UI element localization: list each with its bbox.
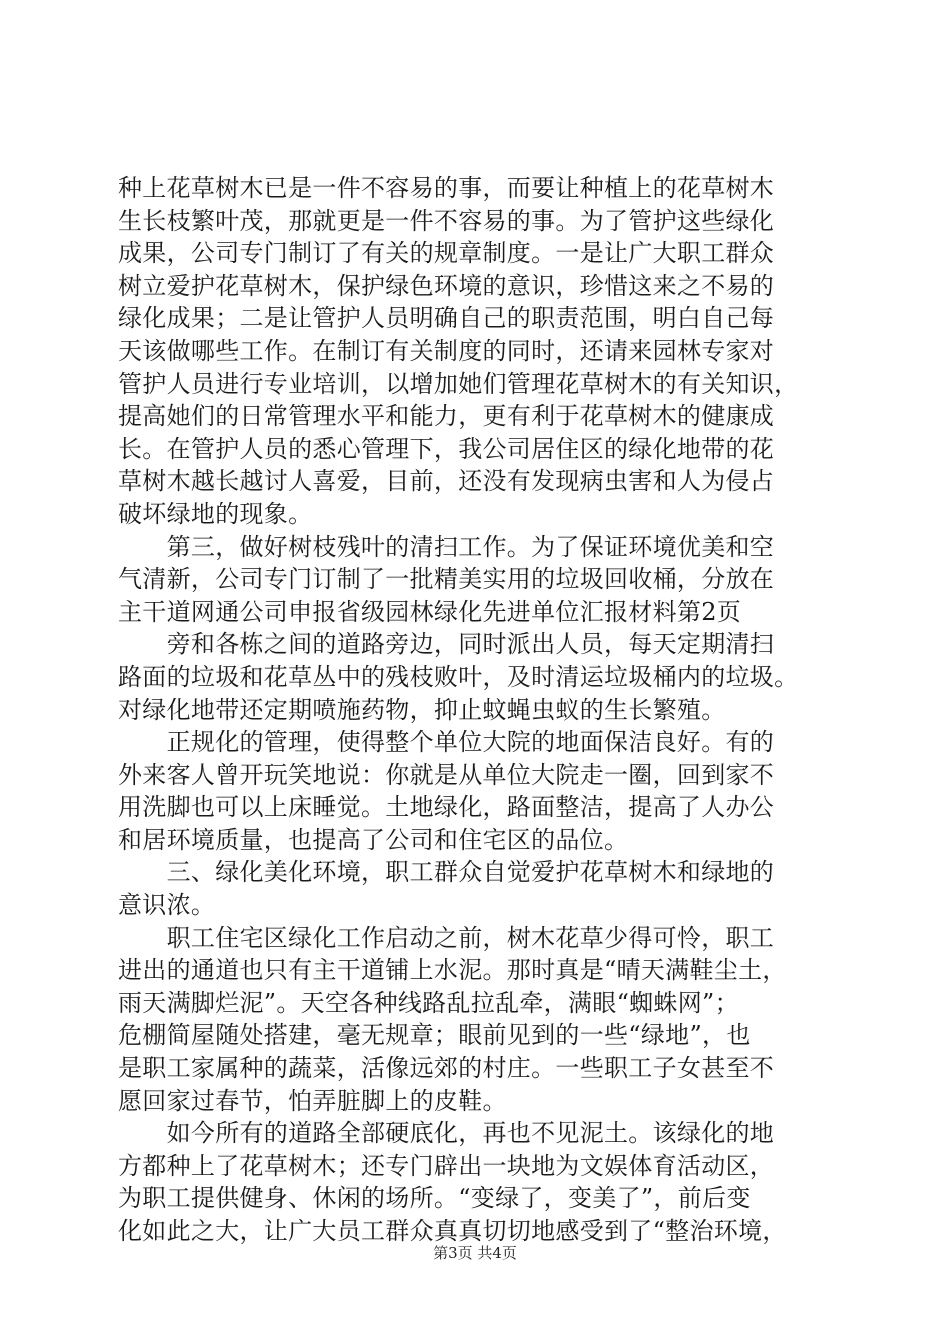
page-footer: 第3页 共4页 — [433, 1244, 517, 1262]
text-line: 是职工家属种的蔬菜，活像远郊的村庄。一些职工子女甚至不 — [118, 1054, 775, 1083]
text-line: 正规化的管理，使得整个单位大院的地面保洁良好。有的 — [118, 728, 775, 757]
text-line: 路面的垃圾和花草丛中的残枝败叶，及时清运垃圾桶内的垃圾。 — [118, 662, 799, 691]
text-line: 意识浓。 — [118, 891, 216, 920]
text-line: 方都种上了花草树木；还专门辟出一块地为文娱体育活动区， — [118, 1151, 775, 1180]
text-line: 第三，做好树枝残叶的清扫工作。为了保证环境优美和空 — [118, 532, 775, 561]
text-line: 三、绿化美化环境，职工群众自觉爱护花草树木和绿地的 — [118, 858, 775, 887]
text-line: 对绿化地带还定期喷施药物，抑止蚊蝇虫蚁的生长繁殖。 — [118, 695, 726, 724]
text-line: 危棚简屋随处搭建，毫无规章；眼前见到的一些“绿地”，也 — [118, 1021, 751, 1050]
text-line: 提高她们的日常管理水平和能力，更有利于花草树木的健康成 — [118, 402, 775, 431]
text-line: 破坏绿地的现象。 — [118, 499, 313, 528]
text-line: 用洗脚也可以上床睡觉。土地绿化，路面整洁，提高了人办公 — [118, 793, 775, 822]
text-line: 种上花草树木已是一件不容易的事，而要让种植上的花草树木 — [118, 174, 775, 202]
text-line: 和居环境质量，也提高了公司和住宅区的品位。 — [118, 825, 629, 854]
text-line: 树立爱护花草树木，保护绿色环境的意识，珍惜这来之不易的 — [118, 271, 775, 300]
text-line: 愿回家过春节，怕弄脏脚上的皮鞋。 — [118, 1086, 507, 1115]
text-line: 成果，公司专门制订了有关的规章制度。一是让广大职工群众 — [118, 239, 775, 268]
text-line: 职工住宅区绿化工作启动之前，树木花草少得可怜，职工 — [118, 923, 775, 952]
text-line: 绿化成果；二是让管护人员明确自己的职责范围，明白自己每 — [118, 304, 775, 333]
text-line: 进出的通道也只有主干道铺上水泥。那时真是“晴天满鞋尘土， — [118, 956, 787, 985]
text-line: 生长枝繁叶茂，那就更是一件不容易的事。为了管护这些绿化 — [118, 206, 775, 235]
text-line: 如今所有的道路全部硬底化，再也不见泥土。该绿化的地 — [118, 1119, 775, 1148]
text-line: 雨天满脚烂泥”。天空各种线路乱拉乱牵，满眼“蜘蛛网”； — [118, 988, 739, 1017]
text-line: 主干道网通公司申报省级园林绿化先进单位汇报材料第2页 — [118, 597, 742, 626]
text-line: 化如此之大，让广大员工群众真真切切地感受到了“整治环境， — [118, 1217, 787, 1245]
text-line: 长。在管护人员的悉心管理下，我公司居住区的绿化地带的花 — [118, 434, 775, 463]
text-line: 管护人员进行专业培训，以增加她们管理花草树木的有关知识， — [118, 369, 799, 398]
text-line: 为职工提供健身、休闲的场所。“变绿了，变美了”，前后变 — [118, 1184, 751, 1213]
text-line: 草树木越长越讨人喜爱，目前，还没有发现病虫害和人为侵占 — [118, 467, 775, 496]
body-text — [118, 172, 838, 1248]
text-line: 旁和各栋之间的道路旁边，同时派出人员，每天定期清扫 — [118, 630, 775, 659]
text-line: 天该做哪些工作。在制订有关制度的同时，还请来园林专家对 — [118, 336, 775, 365]
text-line: 外来客人曾开玩笑地说：你就是从单位大院走一圈，回到家不 — [118, 760, 775, 789]
text-line: 气清新，公司专门订制了一批精美实用的垃圾回收桶，分放在 — [118, 565, 775, 594]
